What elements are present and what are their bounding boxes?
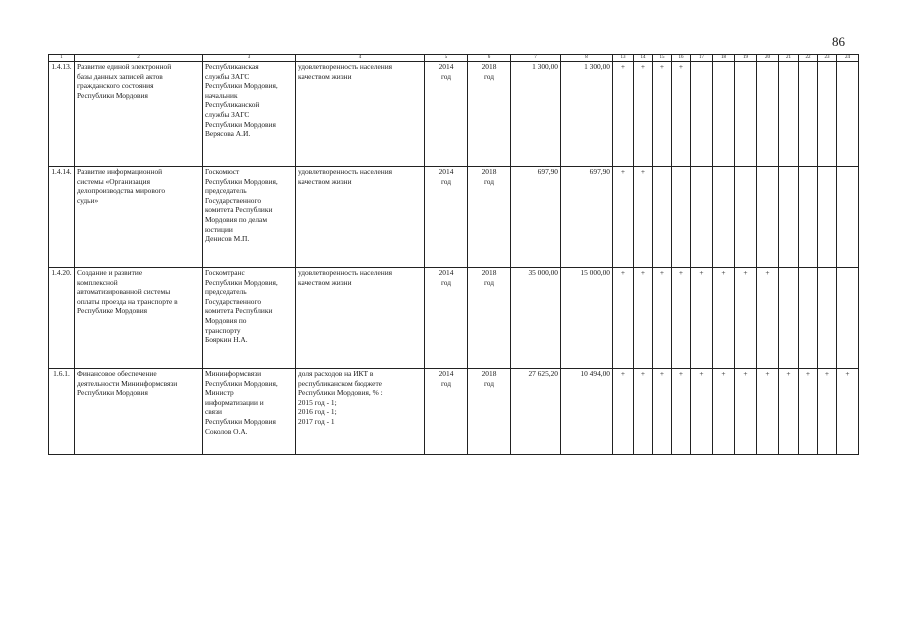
budget-amount: 10 494,00 <box>561 369 613 455</box>
year-mark <box>713 62 735 167</box>
activity-name-line: системы «Организация <box>77 176 150 186</box>
activity-name-line: оплаты проезда на транспорте в <box>77 296 178 306</box>
activity-name-line: Финансовое обеспечение <box>77 369 157 378</box>
budget-amount: 697,90 <box>561 167 613 268</box>
indicator-line: Республики Мордовия, % : <box>298 388 383 398</box>
activity-name-line: деятельности Мининформсвязи <box>77 378 178 388</box>
executor-line: Денисов М.П. <box>205 234 250 244</box>
year-mark: + <box>613 369 634 455</box>
activity-name-line: Республики Мордовия <box>77 388 148 398</box>
year-mark <box>691 167 713 268</box>
end-year-line: год <box>483 277 495 287</box>
total-amount: 35 000,00 <box>511 268 561 369</box>
end-year <box>468 369 511 455</box>
end-year-line: год <box>483 71 495 81</box>
start-year-line: год <box>440 176 452 186</box>
year-mark <box>757 62 779 167</box>
year-mark: + <box>672 268 691 369</box>
executor-line: службы ЗАГС <box>205 71 250 81</box>
total-amount: 27 625,20 <box>511 369 561 455</box>
year-mark: + <box>613 167 634 268</box>
year-mark <box>818 167 837 268</box>
start-year-line: год <box>440 71 452 81</box>
executor-line: Республиканской <box>205 100 260 110</box>
executor-line: комитета Республики <box>205 205 273 215</box>
year-mark: + <box>691 268 713 369</box>
executor-line: Госкомюст <box>205 167 240 176</box>
year-mark: + <box>735 268 757 369</box>
table-row <box>49 62 859 167</box>
activity-name-line: автоматизированной системы <box>77 287 171 297</box>
year-mark <box>818 268 837 369</box>
column-number: 4 <box>296 55 425 62</box>
year-mark <box>837 167 859 268</box>
indicator-line: 2017 год - 1 <box>298 416 335 426</box>
start-year <box>425 369 468 455</box>
indicator <box>296 167 425 268</box>
column-number: 7 <box>511 55 561 62</box>
year-mark: + <box>672 62 691 167</box>
year-mark: + <box>735 369 757 455</box>
executor-line: Государственного <box>205 296 262 306</box>
executor-line: Республики Мордовия, <box>205 378 278 388</box>
indicator-line: 2015 год - 1; <box>298 397 337 407</box>
activity-name <box>75 268 203 369</box>
year-mark: + <box>613 62 634 167</box>
executor-line: Министр <box>205 388 234 398</box>
year-mark: + <box>634 62 653 167</box>
item-number: 1.4.20. <box>49 268 75 369</box>
column-number: 6 <box>468 55 511 62</box>
table-row <box>49 167 859 268</box>
executor-line: Мордовия по <box>205 315 247 325</box>
executor-line: председатель <box>205 287 247 297</box>
column-number: 15 <box>653 55 672 62</box>
year-mark: + <box>613 268 634 369</box>
year-mark: + <box>634 369 653 455</box>
year-mark <box>779 62 799 167</box>
activity-name-line: гражданского состояния <box>77 81 154 91</box>
year-mark: + <box>653 62 672 167</box>
page-number: 86 <box>832 34 845 49</box>
indicator <box>296 268 425 369</box>
executor-line: службы ЗАГС <box>205 109 250 119</box>
indicator <box>296 62 425 167</box>
column-number: 20 <box>757 55 779 62</box>
executor-line: Республики Мордовия, <box>205 176 278 186</box>
column-number-row <box>49 55 859 62</box>
activity-name-line: базы данных записей актов <box>77 71 163 81</box>
year-mark: + <box>818 369 837 455</box>
column-number: 23 <box>818 55 837 62</box>
year-mark: + <box>634 268 653 369</box>
year-mark <box>653 167 672 268</box>
end-year <box>468 167 511 268</box>
executor-line: Республиканская <box>205 62 259 71</box>
executor-line: связи <box>205 407 222 417</box>
activity-name-line: судьи» <box>77 195 99 205</box>
executor-line: Верясова А.И. <box>205 129 251 139</box>
executor <box>203 62 296 167</box>
year-mark <box>799 62 818 167</box>
end-year-line: 2018 <box>481 167 497 176</box>
activity-name-line: Создание и развитие <box>77 268 143 277</box>
start-year-line: 2014 <box>438 268 454 277</box>
executor <box>203 167 296 268</box>
executor-line: начальник <box>205 90 238 100</box>
year-mark: + <box>837 369 859 455</box>
executor-line: Мининформсвязи <box>205 369 262 378</box>
executor-line: Мордовия по делам <box>205 214 268 224</box>
year-mark <box>757 167 779 268</box>
year-mark: + <box>779 369 799 455</box>
indicator-line: удовлетворенность населения <box>298 268 393 277</box>
column-number: 22 <box>799 55 818 62</box>
indicator-line: удовлетворенность населения <box>298 62 393 71</box>
executor-line: Государственного <box>205 195 262 205</box>
year-mark: + <box>653 369 672 455</box>
start-year-line: 2014 <box>438 167 454 176</box>
end-year-line: год <box>483 378 495 388</box>
item-number: 1.4.13. <box>49 62 75 167</box>
end-year-line: 2018 <box>481 62 497 71</box>
start-year-line: 2014 <box>438 62 454 71</box>
executor-line: председатель <box>205 186 247 196</box>
executor <box>203 369 296 455</box>
indicator <box>296 369 425 455</box>
column-number: 21 <box>779 55 799 62</box>
activity-name-line: Развитие информационной <box>77 167 163 176</box>
column-number: 18 <box>713 55 735 62</box>
activity-name <box>75 369 203 455</box>
column-number: 19 <box>735 55 757 62</box>
indicator-line: 2016 год - 1; <box>298 407 337 417</box>
column-number: 3 <box>203 55 296 62</box>
activity-name-line: делопроизводства мирового <box>77 186 166 196</box>
budget-amount: 1 300,00 <box>561 62 613 167</box>
executor-line: Госкомтранс <box>205 268 245 277</box>
executor-line: транспорту <box>205 325 241 335</box>
column-number: 24 <box>837 55 859 62</box>
year-mark: + <box>757 369 779 455</box>
year-mark <box>837 62 859 167</box>
year-mark <box>735 167 757 268</box>
indicator-line: качеством жизни <box>298 71 352 81</box>
year-mark <box>818 62 837 167</box>
executor-line: комитета Республики <box>205 306 273 316</box>
end-year <box>468 62 511 167</box>
activity-name <box>75 167 203 268</box>
start-year-line: 2014 <box>438 369 454 378</box>
year-mark <box>713 167 735 268</box>
executor-line: Республики Мордовия, <box>205 81 278 91</box>
activity-name-line: Республики Мордовия <box>77 90 148 100</box>
year-mark: + <box>799 369 818 455</box>
start-year-line: год <box>440 378 452 388</box>
year-mark: + <box>672 369 691 455</box>
executor <box>203 268 296 369</box>
column-number: 17 <box>691 55 713 62</box>
year-mark <box>779 268 799 369</box>
start-year <box>425 62 468 167</box>
column-number: 5 <box>425 55 468 62</box>
end-year-line: 2018 <box>481 369 497 378</box>
executor-line: Соколов О.А. <box>205 426 248 436</box>
item-number: 1.6.1. <box>49 369 75 455</box>
column-number: 16 <box>672 55 691 62</box>
year-mark <box>735 62 757 167</box>
indicator-line: качеством жизни <box>298 277 352 287</box>
start-year-line: год <box>440 277 452 287</box>
year-mark: + <box>713 268 735 369</box>
executor-line: Республики Мордовия <box>205 119 276 129</box>
year-mark <box>837 268 859 369</box>
year-mark: + <box>713 369 735 455</box>
executor-line: юстиции <box>205 224 233 234</box>
table-row <box>49 369 859 455</box>
indicator-line: доля расходов на ИКТ в <box>298 369 374 378</box>
start-year <box>425 268 468 369</box>
end-year <box>468 268 511 369</box>
year-mark <box>672 167 691 268</box>
activity-name <box>75 62 203 167</box>
budget-amount: 15 000,00 <box>561 268 613 369</box>
indicator-line: удовлетворенность населения <box>298 167 393 176</box>
year-mark <box>779 167 799 268</box>
activity-name-line: Республике Мордовия <box>77 306 148 316</box>
year-mark <box>799 268 818 369</box>
year-mark: + <box>757 268 779 369</box>
year-mark: + <box>653 268 672 369</box>
total-amount: 1 300,00 <box>511 62 561 167</box>
table-row <box>49 268 859 369</box>
executor-line: информатизации и <box>205 397 264 407</box>
item-number: 1.4.14. <box>49 167 75 268</box>
column-number: 8 <box>561 55 613 62</box>
activity-name-line: Развитие единой электронной <box>77 62 172 71</box>
indicator-line: качеством жизни <box>298 176 352 186</box>
year-mark <box>691 62 713 167</box>
year-mark: + <box>691 369 713 455</box>
year-mark <box>799 167 818 268</box>
end-year-line: 2018 <box>481 268 497 277</box>
column-number: 1 <box>49 55 75 62</box>
year-mark: + <box>634 167 653 268</box>
end-year-line: год <box>483 176 495 186</box>
indicator-line: республиканском бюджете <box>298 378 382 388</box>
column-number: 2 <box>75 55 203 62</box>
column-number: 13 <box>613 55 634 62</box>
activity-name-line: комплексной <box>77 277 118 287</box>
start-year <box>425 167 468 268</box>
total-amount: 697,90 <box>511 167 561 268</box>
executor-line: Бояркин Н.А. <box>205 335 248 345</box>
column-number: 14 <box>634 55 653 62</box>
executor-line: Республики Мордовия <box>205 416 276 426</box>
executor-line: Республики Мордовия, <box>205 277 278 287</box>
program-table <box>48 54 859 455</box>
